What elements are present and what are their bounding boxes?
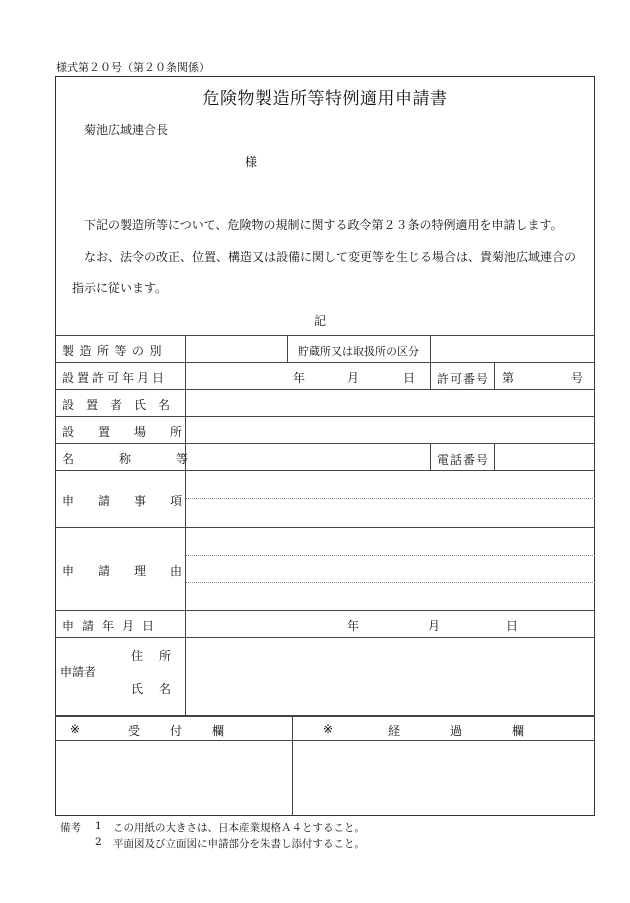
table-vline [494, 362, 495, 389]
addressee: 菊池広域連合長 [84, 123, 169, 137]
label-installer-name: 設置者氏名 [62, 398, 183, 412]
label-applicant-address: 住所 [131, 649, 188, 663]
table-vline [287, 335, 288, 362]
remarks-item-1: この用紙の大きさは、日本産業規格Ａ４とすること。 [113, 822, 365, 834]
label-storage-class: 貯蔵所又は取扱所の区分 [298, 345, 419, 358]
label-phone-number: 電話番号 [437, 453, 490, 467]
form-title: 危険物製造所等特例適用申請書 [202, 89, 448, 109]
label-applicant-name: 氏名 [131, 682, 188, 696]
table-vline [494, 443, 495, 470]
label-facility-type: 製造所等の別 [62, 344, 168, 358]
reception-mark: ※ [70, 722, 81, 736]
table-line [55, 637, 595, 638]
table-line [55, 389, 595, 390]
label-permit-number: 許可番号 [437, 372, 490, 386]
table-vline [430, 362, 431, 389]
permit-date-day: 日 [403, 371, 416, 385]
application-date-month: 月 [428, 619, 441, 633]
label-applicant: 申請者 [60, 665, 97, 679]
table-line [55, 527, 595, 528]
permit-date-year: 年 [293, 371, 306, 385]
label-install-place: 設置場所 [62, 425, 207, 439]
remarks-number-1: 1 [95, 820, 102, 832]
table-line [55, 416, 595, 417]
progress-mark: ※ [323, 722, 334, 736]
permit-date-month: 月 [347, 371, 360, 385]
form-frame [55, 76, 595, 816]
table-line [55, 470, 595, 471]
permit-number-prefix: 第 [502, 371, 515, 385]
label-install-permit-date: 設置許可年月日 [62, 371, 168, 385]
table-vline [430, 443, 431, 470]
table-vline [430, 335, 431, 362]
dotted-line [185, 498, 595, 499]
application-date-day: 日 [506, 619, 519, 633]
remarks-label: 備考 [60, 822, 81, 834]
reception-column-header: 受付欄 [128, 724, 255, 738]
form-number: 様式第２０号（第２０条関係） [56, 61, 210, 74]
remarks-number-2: 2 [95, 836, 102, 848]
label-application-reason: 申請理由 [62, 564, 207, 578]
body-paragraph-1: 下記の製造所等について、危険物の規制に関する政令第２３条の特例適用を申請します。 [84, 218, 563, 232]
label-application-matter: 申請事項 [62, 494, 207, 508]
table-line [55, 443, 595, 444]
remarks-item-2: 平面図及び立面図に申請部分を朱書し添付すること。 [113, 838, 365, 850]
table-line [55, 740, 595, 741]
body-paragraph-2-line-2: 指示に従います。 [72, 281, 168, 295]
dotted-line [185, 555, 595, 556]
table-line [55, 715, 595, 717]
permit-number-suffix: 号 [571, 371, 584, 385]
dotted-line [185, 582, 595, 583]
table-vline [292, 715, 293, 816]
ki-marker: 記 [314, 314, 327, 328]
table-line [55, 335, 595, 336]
progress-column-header: 経過欄 [388, 724, 575, 738]
application-date-year: 年 [347, 619, 360, 633]
body-paragraph-2-line-1: なお、法令の改正、位置、構造又は設備に関して変更等を生じる場合は、貴菊池広域連合の [84, 250, 577, 264]
label-name: 名称等 [62, 452, 234, 466]
table-line [55, 610, 595, 611]
label-application-date: 申請年月日 [62, 619, 163, 633]
table-line [55, 362, 595, 363]
honorific: 様 [245, 155, 258, 169]
